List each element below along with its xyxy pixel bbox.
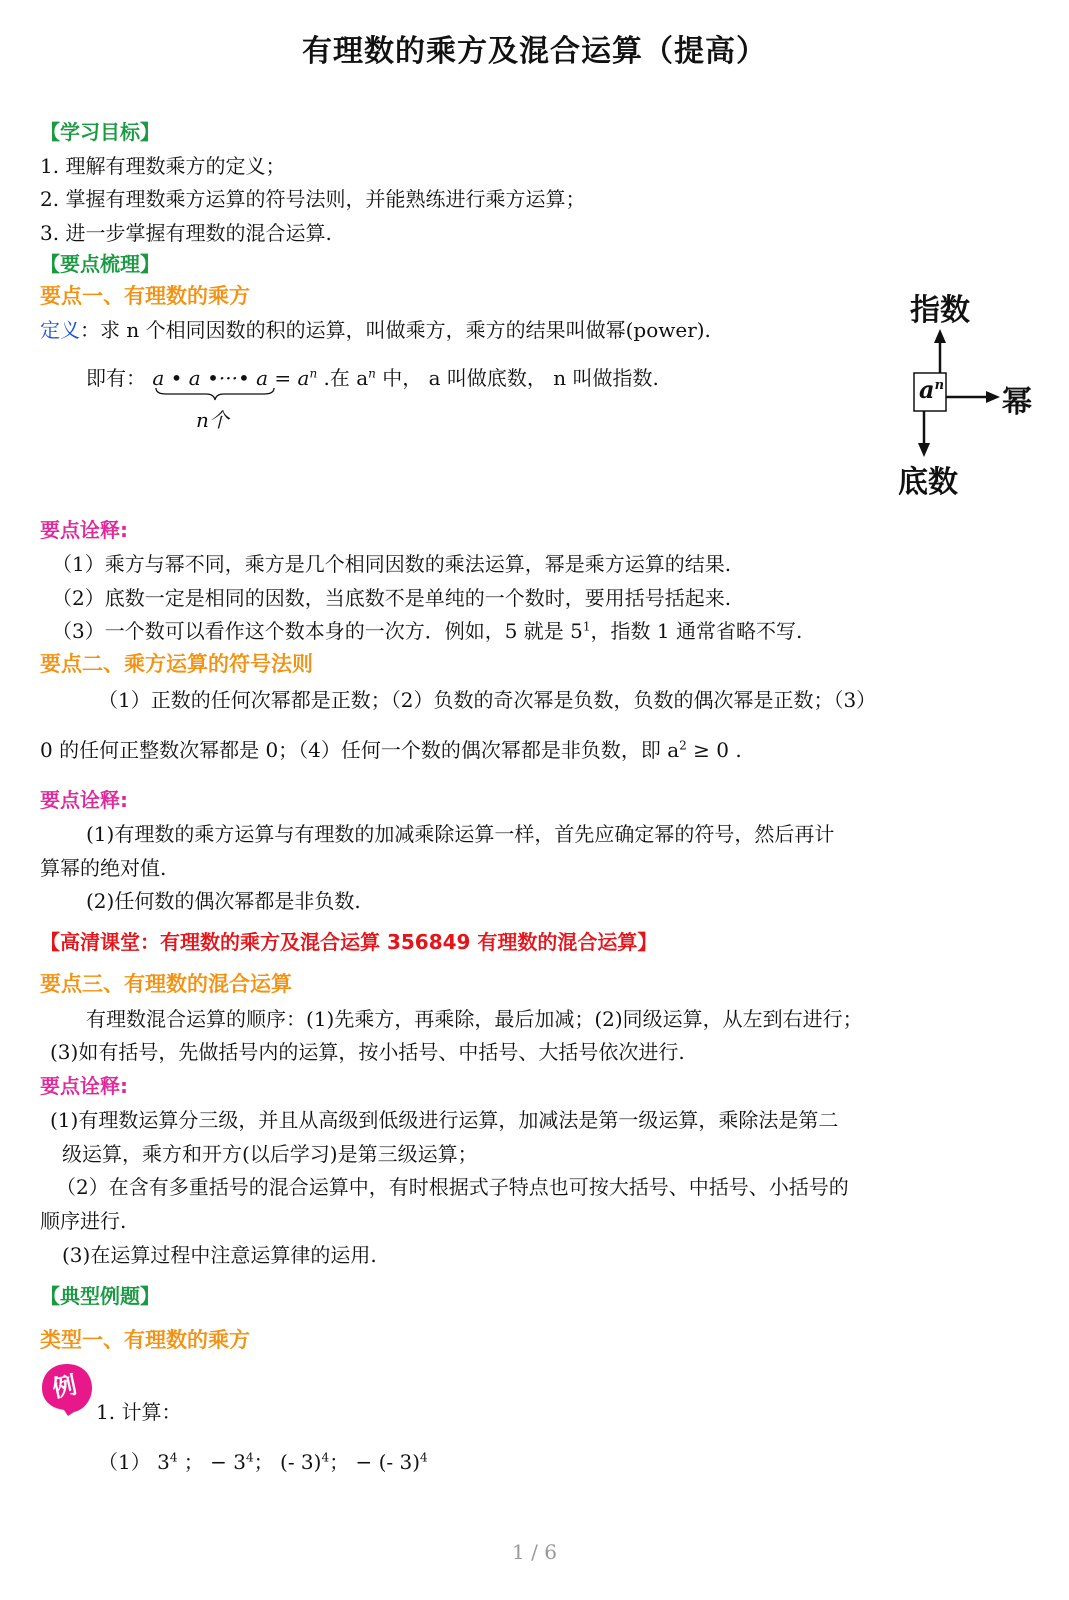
point1-heading: 要点一、有理数的乘方 (40, 284, 250, 308)
point3-note-1-cont: 级运算，乘方和开方(以后学习)是第三级运算； (62, 1142, 478, 1166)
point1-note-1: （1）乘方与幂不同，乘方是几个相同因数的乘法运算，幂是乘方运算的结果. (52, 552, 732, 576)
example-badge-label: 例 (49, 1370, 80, 1404)
page-number: 1 / 6 (512, 1540, 557, 1564)
question-1: 1. 计算： (96, 1400, 182, 1424)
page-title: 有理数的乘方及混合运算（提高） (302, 34, 767, 69)
brace-label: n个 (196, 408, 229, 432)
point2-note-1: (1)有理数的乘方运算与有理数的加减乘除运算一样，首先应确定幂的符号，然后再计 (86, 822, 835, 846)
point2-line-1: （1）正数的任何次幂都是正数；（2）负数的奇次幂是负数，负数的偶次幂是正数；（3） (98, 688, 877, 712)
objectives-heading: 【学习目标】 (40, 120, 160, 144)
definition-text: ：求 n 个相同因数的积的运算，叫做乘方，乘方的结果叫做幂(power). (80, 318, 711, 342)
point3-line-1: 有理数混合运算的顺序：(1)先乘方，再乘除，最后加减；(2)同级运算，从左到右进行； (86, 1007, 863, 1031)
formula-prefix: 即有： (86, 366, 146, 390)
formula-exponent: n (309, 366, 318, 381)
point1-note-3: （3）一个数可以看作这个数本身的一次方．例如，5 就是 $5^1$，指数 1 通常省略不写. (52, 619, 803, 643)
objective-item-3: 3. 进一步掌握有理数的混合运算. (40, 221, 332, 245)
point2-note-2: (2)任何数的偶次幂都是非负数. (86, 889, 361, 913)
formula-mid-exponent: n (368, 366, 376, 381)
point3-note-2-cont: 顺序进行. (40, 1209, 127, 1233)
point2-heading: 要点二、乘方运算的符号法则 (40, 652, 313, 676)
point1-note-2: （2）底数一定是相同的因数，当底数不是单纯的一个数时，要用括号括起来. (52, 586, 732, 610)
definition-label: 定义 (40, 318, 80, 342)
formula-mid: .在 a (317, 366, 369, 390)
point3-note-2: （2）在含有多重括号的混合运算中，有时根据式子特点也可按大括号、中括号、小括号的 (56, 1175, 849, 1199)
diagram-exponent-label: 指数 (910, 293, 970, 328)
point3-line-2: (3)如有括号，先做括号内的运算，按小括号、中括号、大括号依次进行. (50, 1040, 685, 1064)
type1-heading: 类型一、有理数的乘方 (40, 1328, 250, 1352)
objective-item-1: 1. 理解有理数乘方的定义； (40, 154, 286, 178)
point2-line-2: 0 的任何正整数次幂都是 0；（4）任何一个数的偶次幂都是非负数，即 $a^2 \ge 0$ . (40, 738, 742, 762)
formula-expression: a • a •···• a (152, 366, 269, 390)
objective-item-2: 2. 掌握有理数乘方运算的符号法则，并能熟练进行乘方运算； (40, 187, 586, 211)
power-diagram (898, 285, 1038, 500)
classroom-link[interactable]: 【高清课堂：有理数的乘方及混合运算 356849 有理数的混合运算】 (40, 930, 658, 954)
question-1-items: （1） $3^4$ ； − $3^4$； (- 3)$^4$； − (- 3)$^4$ (98, 1450, 428, 1474)
definition-line (40, 314, 711, 343)
diagram-base-label: 底数 (898, 465, 958, 500)
diagram-power-label: 幂 (1002, 385, 1032, 420)
outline-heading: 【要点梳理】 (40, 252, 160, 276)
point2-note-1-cont: 算幂的绝对值. (40, 856, 167, 880)
point3-note-1: (1)有理数运算分三级，并且从高级到低级进行运算，加减法是第一级运算，乘除法是第二 (50, 1108, 839, 1132)
formula-tail: 中， a 叫做底数， n 叫做指数. (375, 366, 659, 390)
diagram-center: $a^n$ (919, 375, 945, 404)
point1-notes-heading: 要点诠释: (40, 518, 128, 542)
point3-notes-heading: 要点诠释: (40, 1074, 128, 1098)
point3-note-3: (3)在运算过程中注意运算律的运用. (62, 1243, 377, 1267)
formula-equals: = a (268, 366, 310, 390)
point2-notes-heading: 要点诠释: (40, 788, 128, 812)
point3-heading: 要点三、有理数的混合运算 (40, 972, 292, 996)
examples-heading: 【典型例题】 (40, 1284, 160, 1308)
underbrace (154, 386, 276, 402)
